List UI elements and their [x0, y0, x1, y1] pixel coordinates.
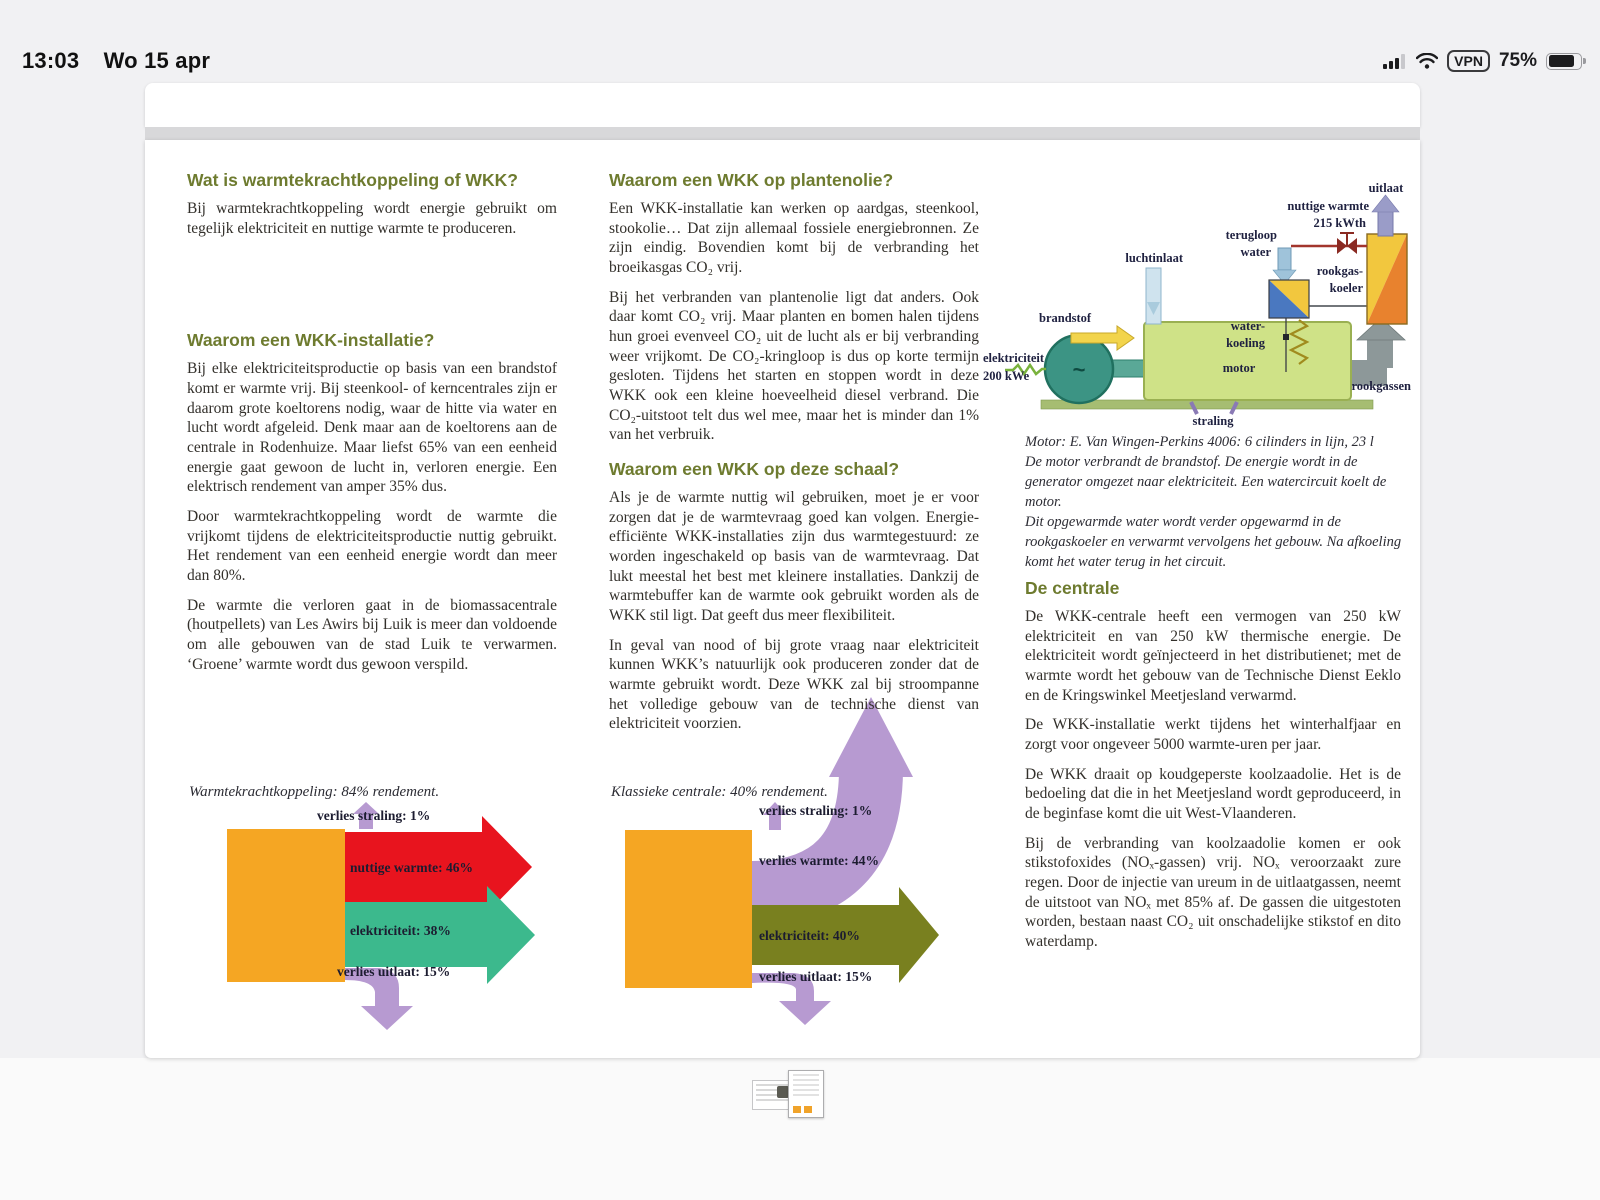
- heading-de-centrale: De centrale: [1025, 578, 1120, 598]
- document-page[interactable]: [145, 140, 1420, 1058]
- paragraph: Als je de warmte nuttig wil gebruiken, moet je er voor zorgen dat je de warmtevraag goed kan volgen. Energie-efficiënte WKK-installaties zijn dus warmtegestuurd: ze worden ingeschakeld op basis van de warmtevraag. Dat lukt meestal het best met kleinere installaties. Dankzij de warmtebuffer kan de warmte ook gebruikt worden als de WKK stil ligt. Dat geeft dus meer flexibiliteit.: [609, 489, 979, 625]
- uitlaat-label: uitlaat: [1368, 181, 1404, 195]
- paragraph: De warmte die verloren gaat in de biomassacentrale (houtpellets) van Les Awirs bij Luik is meer dan voldoende om alle gebouwen van de stad Luik te verwarmen. ‘Groene’ warmte wordt dus gewoon verspild.: [187, 596, 557, 673]
- elektriciteit-label: elektriciteit: 38%: [350, 923, 451, 938]
- battery-icon: [1546, 53, 1582, 70]
- sankey-wkk-caption: Warmtekrachtkoppeling: 84% rendement.: [189, 784, 440, 800]
- column-2: [609, 170, 979, 744]
- paragraph: De WKK-installatie werkt tijdens het winterhalfjaar en zorgt voor ongeveer 5000 warmte-uren per jaar.: [1025, 716, 1401, 754]
- motor-label: motor: [1222, 361, 1256, 375]
- rookgaskoeler-label-2: koeler: [1329, 281, 1363, 295]
- page-thumbnail-current[interactable]: [788, 1070, 824, 1118]
- sankey-diagram-wkk: [187, 802, 557, 1054]
- uitlaat-arrowhead: [1372, 195, 1399, 212]
- column-1: [187, 170, 557, 684]
- cellular-signal-icon: [1383, 53, 1407, 69]
- paragraph: De WKK draait op koudgeperste koolzaadolie. Het is de bedoeling dat die in het Meetjesland wordt geproduceerd, in de beginfase komt die uit West-Vlaanderen.: [1025, 765, 1401, 823]
- luchtinlaat-pipe: [1146, 268, 1161, 324]
- uitlaat-label: verlies uitlaat: 15%: [759, 969, 873, 984]
- waterkoeling-label-2: koeling: [1226, 336, 1265, 350]
- motor-caption: [1025, 432, 1403, 572]
- straling-label: verlies straling: 1%: [317, 808, 431, 823]
- waterkoeling-label-1: water-: [1230, 319, 1265, 333]
- nuttige-warmte-waarde: 215 kWth: [1313, 216, 1366, 230]
- page-thumbnails: [752, 1068, 838, 1120]
- paragraph: In geval van nood of bij grote vraag naar elektriciteit kunnen WKK’s natuurlijk ook produceren zonder dat de warmte gebruikt wordt. Deze WKK zal bij stroompanne het volledige gebouw van de technische dienst van elektriciteit voorzien.: [609, 636, 979, 733]
- battery-percentage: 75%: [1498, 50, 1537, 71]
- warmte-label: verlies warmte: 44%: [759, 853, 879, 868]
- rookgassen-label: rookgassen: [1351, 379, 1411, 393]
- caption-line: Dit opgewarmde water wordt verder opgewarmd in de rookgaskoeler en verwarmt vervolgens het gebouw. Na afkoeling komt het water terug in het circuit.: [1025, 514, 1402, 570]
- elektriciteit-label: elektriciteit: [983, 351, 1045, 365]
- page-gap: [145, 127, 1420, 140]
- generator-symbol: ~: [1072, 357, 1086, 382]
- terugloop-pipe: [1278, 248, 1291, 270]
- energie-input-block: [625, 830, 752, 988]
- thumbnail-sankey-blob: [793, 1106, 801, 1113]
- koelcircuit-punt: [1283, 334, 1289, 340]
- straling-label: straling: [1192, 414, 1234, 428]
- heading-waarom-wkk-installatie: Waarom een WKK-installatie?: [187, 330, 435, 351]
- elektriciteit-waarde: 200 kWe: [983, 369, 1030, 383]
- paragraph: Door warmtekrachtkoppeling wordt de warmte die vrijkomt tijdens de elektriciteitsproductie nuttig gebruikt. Het rendement van een eenheid energie wordt dan meer dan 80%.: [187, 508, 557, 585]
- rookgaskoeler-label-1: rookgas-: [1316, 264, 1363, 278]
- terugloop-label: terugloop: [1225, 228, 1277, 242]
- column-3: [1025, 578, 1401, 962]
- status-date: Wo 15 apr: [103, 48, 211, 73]
- sankey-klassiek-caption: Klassieke centrale: 40% rendement.: [611, 784, 828, 800]
- energie-input-block: [227, 829, 345, 982]
- caption-line: De motor verbrandt de brandstof. De energie wordt in de generator omgezet naar elektriciteit. Een watercircuit koelt de motor.: [1025, 454, 1387, 510]
- caption-line: Motor: E. Van Wingen-Perkins 4006: 6 cilinders in lijn, 23 l: [1025, 434, 1374, 450]
- heading-wat-is-wkk: Wat is warmtekrachtkoppeling of WKK?: [187, 170, 518, 190]
- heading-wkk-plantenolie: Waarom een WKK op plantenolie?: [609, 170, 894, 190]
- brandstof-label: brandstof: [1039, 311, 1092, 325]
- wifi-icon: [1416, 53, 1438, 69]
- paragraph: Bij warmtekrachtkoppeling wordt energie gebruikt om tegelijk elektriciteit en nuttige warmte te produceren.: [187, 200, 557, 237]
- luchtinlaat-label: luchtinlaat: [1125, 251, 1183, 265]
- nuttige-warmte-label: nuttige warmte: [1287, 199, 1369, 213]
- water-label: water: [1240, 245, 1271, 259]
- straling-label: verlies straling: 1%: [759, 803, 873, 818]
- thumbnail-sankey-blob: [804, 1106, 812, 1113]
- wkk-motor-schematic: [981, 172, 1413, 430]
- paragraph: Bij het verbranden van plantenolie ligt dat anders. Ook daar komt CO₂ vrij. Maar planten en bomen halen tijdens hun groei evenveel CO₂ uit de lucht als er bij verbranding weer vrijkomt. De CO₂-kringloop is dus op korte termijn gesloten. Tijdens het starten en stoppen wordt in deze WKK ook een kleine hoeveelheid diesel verbrand. Die CO₂-uitstoot telt dus wel mee, maar het is minder dan 1% van het verbruik.: [609, 288, 979, 444]
- heading-wkk-schaal: Waarom een WKK op deze schaal?: [609, 459, 900, 480]
- warmte-label: nuttige warmte: 46%: [350, 860, 473, 875]
- uitlaat-pipe: [1378, 210, 1393, 236]
- paragraph: Bij de verbranding van koolzaadolie komen er ook stikstofoxides (NOₓ-gassen) vrij. NOₓ veroorzaakt zure regen. Door de injectie van ureum in de uitlaatgassen, neemt de uitstoot van NOₓ met 85% af. De gassen die uitgestoten worden, bestaan naast CO₂ uit onschadelijke stikstof en dito waterdamp.: [1025, 834, 1401, 951]
- clock: 13:03: [22, 48, 80, 73]
- paragraph: De WKK-centrale heeft een vermogen van 250 kW elektriciteit en van 250 kW thermische energie. De elektriciteit wordt geïnjecteerd in het distributienet; met de warmte wordt het gebouw van de Technische Dienst Eeklo en de Kringswinkel Meetjesland verwarmd.: [1025, 608, 1401, 704]
- uitlaat-label: verlies uitlaat: 15%: [337, 964, 451, 979]
- elektriciteit-label: elektriciteit: 40%: [759, 928, 860, 943]
- status-bar: [0, 0, 1600, 83]
- vpn-badge: VPN: [1447, 50, 1490, 72]
- previous-page-edge: [145, 83, 1420, 127]
- paragraph: Bij elke elektriciteitsproductie op basis van een brandstof komt er warmte vrij. Bij steenkool- of kerncentrales zijn er daarom grote koeltorens nodig, waar de hitte via water en lucht wordt afgeleid. Denk maar aan de koeltorens aan de centrale in Rodenhuize. Maar liefst 65% van een eenheid energie gaat gewoon de lucht in, verloren energie. Een elektrisch rendement van amper 35% dus.: [187, 360, 557, 496]
- paragraph: Een WKK-installatie kan werken op aardgas, steenkool, stookolie… Dat zijn allemaal fossiele energiebronnen. Ze zijn eindig. Bovendien komt bij de verbranding het broeikasgas CO₂ vrij.: [609, 200, 979, 277]
